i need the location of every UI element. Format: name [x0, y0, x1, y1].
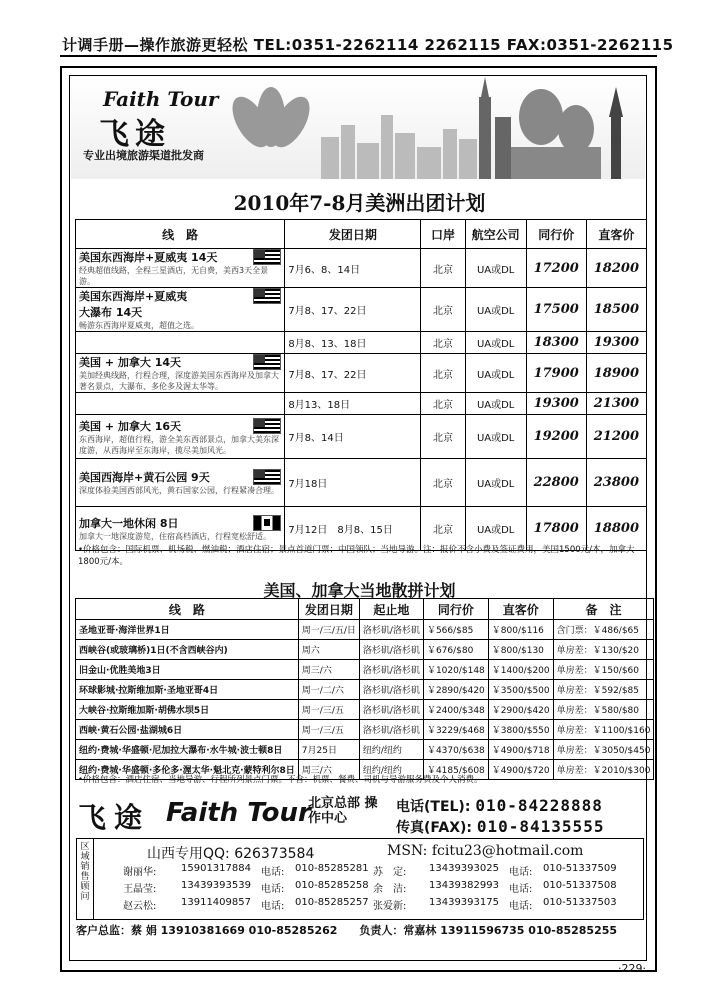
qq-contact: 山西专用QQ: 626373584: [147, 846, 315, 862]
port-cell: 北京: [421, 249, 465, 288]
airline-cell: UA或DL: [465, 249, 526, 288]
contact-field: 谢丽华:: [123, 867, 157, 878]
tour-route-cell: 西峡谷(或玻璃桥)1日(不含西峡谷内): [76, 640, 299, 660]
contact-field: 电话:: [261, 884, 285, 895]
tour-note-cell: 单房差：￥1100/$160: [553, 720, 654, 740]
sub-title: 美国、加拿大当地散拼计划: [263, 581, 456, 600]
dates-cell: 7月8、14日: [285, 415, 421, 459]
tour-place-cell: 洛杉矶/洛杉矶: [359, 700, 423, 720]
tour-note-cell: 单房差：￥580/$80: [553, 700, 654, 720]
tour-note-cell: 单房差：￥3050/$450: [553, 740, 654, 760]
contact-field: 010-51337503: [543, 897, 617, 908]
route-name: 美国东西海岸+夏威夷 14天: [79, 251, 218, 264]
contact-field: 13439393175: [429, 897, 499, 908]
airline-cell: UA或DL: [465, 393, 526, 415]
retail-price-cell: 18800: [586, 507, 646, 551]
tour-place-cell: 洛杉矶/洛杉矶: [359, 680, 423, 700]
tour-route-cell: 大峡谷·拉斯维加斯·胡佛水坝5日: [76, 700, 299, 720]
tour-row: [76, 720, 654, 740]
tour-peer-cell: ￥1020/$148: [423, 660, 488, 680]
plan-row: [76, 415, 647, 459]
tour-dates-cell: 周一/二/六: [298, 680, 359, 700]
contact-field: 余 洁:: [373, 884, 407, 895]
manager-line: 客户总监：蔡 娟 13910381669 010-85285262 负责人：常嘉林 13911596735 010-85285255: [76, 924, 618, 937]
port-cell: 北京: [421, 288, 465, 332]
route-desc: 深度体验美国西部风光，黄石国家公园，行程紧凑合理。: [79, 486, 279, 495]
tour-retail-cell: ￥4900/$718: [488, 740, 553, 760]
logo-cn: 飞途: [99, 117, 171, 152]
port-cell: 北京: [421, 393, 465, 415]
tour-peer-cell: ￥2400/$348: [423, 700, 488, 720]
route-cell: [76, 354, 285, 393]
peer-price-cell: 17800: [526, 507, 586, 551]
route-cell: [76, 332, 285, 354]
flag-icon: [253, 249, 281, 265]
header-text: 计调手册—操作旅游更轻松 TEL:0351-2262114 2262115 FAX:0351-2262115: [62, 36, 674, 54]
retail-price-cell: 18200: [586, 249, 646, 288]
route-desc: 美加经典线路，行程合理，深度游美国东西海岸及加拿大著名景点，大瀑布、多伦多及渥太华等。: [79, 371, 279, 391]
contact-field: 王晶莹:: [123, 884, 157, 895]
notes-section-1: •价格包含：国际机票、机场税、燃油税；酒店住宿；景点首道门票；中国领队；当地导游。注：报价不含小费及签证费用，美国1500元/本，加拿大1800元/本。: [78, 545, 635, 567]
contact-field: 张爱新:: [373, 901, 407, 912]
contact-field: 15901317884: [181, 863, 251, 874]
footer-logo: [76, 794, 644, 836]
tour-route-cell: 纽约·费城·华盛顿·尼加拉大瀑布·水牛城·波士顿8日: [76, 740, 299, 760]
dates-cell: 7月12日 8月8、15日: [285, 507, 421, 551]
dates-cell: 7月8、17、22日: [285, 354, 421, 393]
route-name: 美国西海岸+黄石公园 9天: [79, 471, 210, 484]
tour-row: [76, 680, 654, 700]
retail-price-cell: 23800: [586, 459, 646, 507]
tour-peer-cell: ￥3229/$468: [423, 720, 488, 740]
retail-price-cell: 19300: [586, 332, 646, 354]
airline-cell: UA或DL: [465, 354, 526, 393]
tour-dates-cell: 周六: [298, 640, 359, 660]
port-cell: 北京: [421, 459, 465, 507]
col-route: 线 路: [76, 220, 285, 249]
col-place: 起止地: [359, 599, 423, 620]
tour-row: [76, 640, 654, 660]
flag-icon: [253, 469, 281, 485]
tour-row: [76, 700, 654, 720]
col-airline: 航空公司: [465, 220, 526, 249]
contact-side-label: 区域销售顾问: [77, 839, 94, 919]
header-rule: [60, 55, 657, 57]
plan-row: [76, 459, 647, 507]
tour-retail-cell: ￥1400/$200: [488, 660, 553, 680]
col-dates: 发团日期: [298, 599, 359, 620]
fax-number: 010-84135555: [476, 817, 605, 836]
route-name: 美国 + 加拿大 14天: [79, 356, 182, 369]
logo-slogan: 专业出境旅游渠道批发商: [83, 149, 204, 162]
plan-row: [76, 332, 647, 354]
port-cell: 北京: [421, 354, 465, 393]
tour-retail-cell: ￥2900/$420: [488, 700, 553, 720]
tour-route-cell: 纽约·费城·华盛顿·多伦多·渥太华·魁北克·蒙特利尔8日: [76, 760, 299, 780]
airline-cell: UA或DL: [465, 507, 526, 551]
tour-peer-cell: ￥676/$80: [423, 640, 488, 660]
contact-field: 010-51337508: [543, 880, 617, 891]
col-peer-price: 同行价: [423, 599, 488, 620]
col-retail-price: 直客价: [488, 599, 553, 620]
flag-icon: [253, 515, 281, 531]
america-plan-table: [75, 219, 647, 551]
msn-contact: MSN: fcitu23@hotmail.com: [387, 843, 584, 859]
contact-field: 赵云松:: [123, 901, 157, 912]
contact-field: 电话:: [509, 901, 533, 912]
logo-en: Faith Tour: [103, 87, 219, 111]
tour-retail-cell: ￥3500/$500: [488, 680, 553, 700]
col-peer-price: 同行价: [526, 220, 586, 249]
peer-price-cell: 22800: [526, 459, 586, 507]
col-route: 线 路: [76, 599, 299, 620]
contact-field: 苏 定:: [373, 867, 407, 878]
airline-cell: UA或DL: [465, 459, 526, 507]
contact-field: 010-51337509: [543, 863, 617, 874]
col-dates: 发团日期: [285, 220, 421, 249]
tour-peer-cell: ￥2890/$420: [423, 680, 488, 700]
tour-row: [76, 620, 654, 640]
plan-row: [76, 249, 647, 288]
tour-dates-cell: 周三/六: [298, 760, 359, 780]
route-name-2: 大瀑布 14天: [79, 306, 143, 319]
route-cell: [76, 415, 285, 459]
tour-note-cell: 含门票：￥486/$65: [553, 620, 654, 640]
tour-dates-cell: 周一/三/五: [298, 700, 359, 720]
plan-row: [76, 393, 647, 415]
contact-field: 电话:: [261, 901, 285, 912]
tour-place-cell: 洛杉矶/洛杉矶: [359, 720, 423, 740]
route-name: 美国 + 加拿大 16天: [79, 419, 182, 433]
retail-price-cell: 18900: [586, 354, 646, 393]
flag-icon: [253, 288, 281, 304]
retail-price-cell: 21200: [586, 415, 646, 459]
contact-field: 010-85285257: [295, 897, 369, 908]
tour-route-cell: 环球影城·拉斯维加斯·圣地亚哥4日: [76, 680, 299, 700]
banner: [71, 77, 645, 179]
contact-field: 010-85285258: [295, 880, 369, 891]
notes-section-2: •价格包含：酒店住宿、当地导游、行程所列景点门票。不含：机票、餐费、司机与导游服务费及个人消费。: [78, 775, 483, 785]
tour-route-cell: 旧金山·优胜美地3日: [76, 660, 299, 680]
tour-dates-cell: 7月25日: [298, 740, 359, 760]
tour-note-cell: 单房差：￥2010/$300: [553, 760, 654, 780]
dates-cell: 7月8、17、22日: [285, 288, 421, 332]
route-cell: [76, 288, 285, 332]
dates-cell: 7月18日: [285, 459, 421, 507]
footer-logo-cn: 飞途: [78, 801, 151, 834]
airline-cell: UA或DL: [465, 415, 526, 459]
tour-note-cell: 单房差：￥130/$20: [553, 640, 654, 660]
airline-cell: UA或DL: [465, 288, 526, 332]
tour-dates-cell: 周三/六: [298, 660, 359, 680]
flag-icon: [253, 354, 281, 370]
tour-peer-cell: ￥4370/$638: [423, 740, 488, 760]
peer-price-cell: 17500: [526, 288, 586, 332]
local-tour-table: [75, 598, 654, 780]
tour-retail-cell: ￥800/$116: [488, 620, 553, 640]
peer-price-cell: 17200: [526, 249, 586, 288]
route-cell: [76, 249, 285, 288]
port-cell: 北京: [421, 507, 465, 551]
tour-peer-cell: ￥566/$85: [423, 620, 488, 640]
col-port: 口岸: [421, 220, 465, 249]
tour-row: [76, 660, 654, 680]
tel-label: 电话(TEL):: [396, 799, 471, 815]
tour-place-cell: 洛杉矶/洛杉矶: [359, 660, 423, 680]
plan-title: 2010年7-8月美洲出团计划: [233, 191, 486, 215]
contact-field: 13911409857: [181, 897, 251, 908]
dates-cell: 8月13、18日: [285, 393, 421, 415]
col-note: 备 注: [553, 599, 654, 620]
airline-cell: UA或DL: [465, 332, 526, 354]
tour-retail-cell: ￥3800/$550: [488, 720, 553, 740]
dates-cell: 8月8、13、18日: [285, 332, 421, 354]
port-cell: 北京: [421, 332, 465, 354]
route-desc: 东西海岸，超值行程，游全美东西部景点，加拿大美东深度游，从西海岸至东海岸，揽尽美加风光。: [79, 434, 279, 455]
tour-retail-cell: ￥800/$130: [488, 640, 553, 660]
plan-row: [76, 354, 647, 393]
contact-box: [76, 838, 644, 920]
page-number: ·229·: [618, 962, 646, 975]
contact-field: 电话:: [509, 867, 533, 878]
contact-field: 010-85285281: [295, 863, 369, 874]
tour-route-cell: 圣地亚哥·海洋世界1日: [76, 620, 299, 640]
contact-field: 13439393539: [181, 880, 251, 891]
tour-peer-cell: ￥4185/$608: [423, 760, 488, 780]
plan-row: [76, 288, 647, 332]
tour-place-cell: 纽约/纽约: [359, 740, 423, 760]
footer-phones: [396, 796, 604, 838]
route-desc: 经典超值线路，全程三星酒店，无自费，美西3天全景游。: [79, 266, 269, 286]
route-desc: 畅游东西海岸夏威夷，超值之选。: [79, 321, 199, 330]
peer-price-cell: 19300: [526, 393, 586, 415]
route-name: 美国东西海岸+夏威夷: [79, 290, 188, 303]
tour-retail-cell: ￥4900/$720: [488, 760, 553, 780]
retail-price-cell: 21300: [586, 393, 646, 415]
contact-field: 13439393025: [429, 863, 499, 874]
route-cell: [76, 393, 285, 415]
tour-note-cell: 单房差：￥592/$85: [553, 680, 654, 700]
tour-dates-cell: 周一/三/五: [298, 720, 359, 740]
tour-dates-cell: 周一/三/五/日: [298, 620, 359, 640]
flag-icon: [253, 418, 281, 434]
tel-number: 010-84228888: [475, 796, 603, 815]
tour-note-cell: 单房差：￥150/$60: [553, 660, 654, 680]
contact-field: 13439382993: [429, 880, 499, 891]
tour-place-cell: 纽约/纽约: [359, 760, 423, 780]
tour-place-cell: 洛杉矶/洛杉矶: [359, 620, 423, 640]
tour-route-cell: 西峡·黄石公园·盐湖城6日: [76, 720, 299, 740]
route-desc: 加拿大一地深度游览，住宿高档酒店，行程宽松舒适。: [79, 532, 271, 541]
dates-cell: 7月6、8、14日: [285, 249, 421, 288]
contact-field: 电话:: [261, 867, 285, 878]
contact-field: 电话:: [509, 884, 533, 895]
col-retail-price: 直客价: [586, 220, 646, 249]
route-name: 加拿大一地休闲 8日: [79, 517, 179, 530]
peer-price-cell: 17900: [526, 354, 586, 393]
fax-label: 传真(FAX):: [396, 820, 472, 836]
port-cell: 北京: [421, 415, 465, 459]
tour-row: [76, 740, 654, 760]
peer-price-cell: 19200: [526, 415, 586, 459]
footer-logo-en: Faith Tour: [166, 798, 311, 828]
tour-place-cell: 洛杉矶/洛杉矶: [359, 640, 423, 660]
route-cell: [76, 459, 285, 507]
peer-price-cell: 18300: [526, 332, 586, 354]
retail-price-cell: 18500: [586, 288, 646, 332]
footer-hq: 北京总部 操作中心: [308, 796, 378, 826]
